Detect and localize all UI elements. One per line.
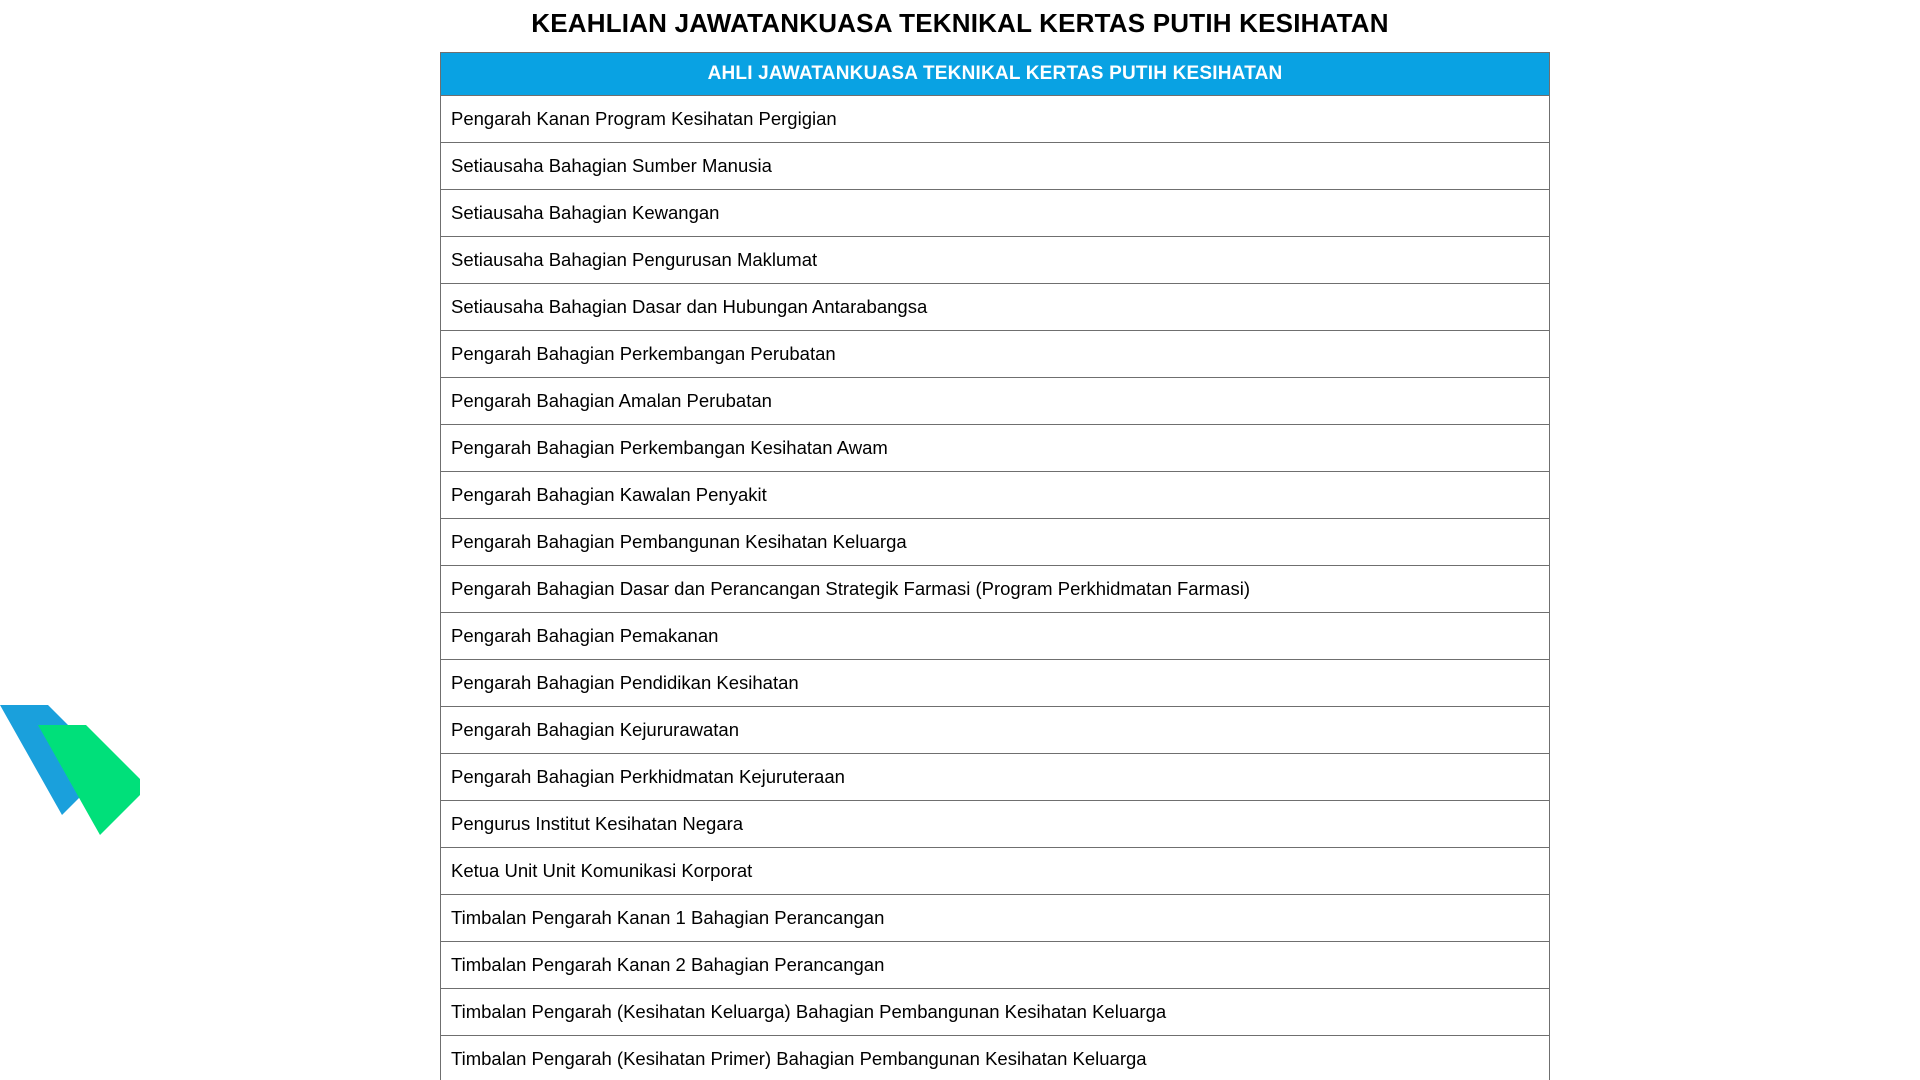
table-row bbox=[441, 472, 1550, 519]
table-header-row bbox=[441, 53, 1550, 96]
table-cell-member: Pengarah Bahagian Pemakanan bbox=[441, 613, 1550, 660]
table-cell-member: Pengarah Bahagian Perkembangan Perubatan bbox=[441, 331, 1550, 378]
table-cell-member: Pengarah Bahagian Dasar dan Perancangan Strategik Farmasi (Program Perkhidmatan Farmasi) bbox=[441, 566, 1550, 613]
table-cell-member: Setiausaha Bahagian Sumber Manusia bbox=[441, 143, 1550, 190]
table-row bbox=[441, 190, 1550, 237]
table-cell-member: Timbalan Pengarah Kanan 1 Bahagian Perancangan bbox=[441, 895, 1550, 942]
table-row bbox=[441, 895, 1550, 942]
table-cell-member: Pengarah Bahagian Amalan Perubatan bbox=[441, 378, 1550, 425]
table-row bbox=[441, 237, 1550, 284]
table-row bbox=[441, 801, 1550, 848]
table-row bbox=[441, 942, 1550, 989]
table-cell-member: Timbalan Pengarah (Kesihatan Primer) Bahagian Pembangunan Kesihatan Keluarga bbox=[441, 1036, 1550, 1080]
table-header-cell: AHLI JAWATANKUASA TEKNIKAL KERTAS PUTIH KESIHATAN bbox=[441, 53, 1550, 96]
table-cell-member: Pengarah Bahagian Perkhidmatan Kejuruteraan bbox=[441, 754, 1550, 801]
committee-table-container bbox=[440, 52, 1550, 1080]
table-cell-member: Pengurus Institut Kesihatan Negara bbox=[441, 801, 1550, 848]
table-row bbox=[441, 143, 1550, 190]
table-cell-member: Pengarah Bahagian Pendidikan Kesihatan bbox=[441, 660, 1550, 707]
table-row bbox=[441, 378, 1550, 425]
table-cell-member: Setiausaha Bahagian Dasar dan Hubungan Antarabangsa bbox=[441, 284, 1550, 331]
table-row bbox=[441, 519, 1550, 566]
table-cell-member: Pengarah Bahagian Kawalan Penyakit bbox=[441, 472, 1550, 519]
table-row bbox=[441, 707, 1550, 754]
committee-table bbox=[440, 52, 1550, 1080]
table-row bbox=[441, 1036, 1550, 1080]
table-row bbox=[441, 613, 1550, 660]
table-row bbox=[441, 989, 1550, 1036]
table-row bbox=[441, 284, 1550, 331]
table-row bbox=[441, 566, 1550, 613]
table-row bbox=[441, 848, 1550, 895]
table-cell-member: Setiausaha Bahagian Pengurusan Maklumat bbox=[441, 237, 1550, 284]
table-cell-member: Setiausaha Bahagian Kewangan bbox=[441, 190, 1550, 237]
table-row bbox=[441, 96, 1550, 143]
table-row bbox=[441, 331, 1550, 378]
table-cell-member: Pengarah Bahagian Kejururawatan bbox=[441, 707, 1550, 754]
table-cell-member: Timbalan Pengarah (Kesihatan Keluarga) Bahagian Pembangunan Kesihatan Keluarga bbox=[441, 989, 1550, 1036]
table-body bbox=[441, 96, 1550, 1080]
table-cell-member: Timbalan Pengarah Kanan 2 Bahagian Perancangan bbox=[441, 942, 1550, 989]
table-cell-member: Pengarah Bahagian Perkembangan Kesihatan Awam bbox=[441, 425, 1550, 472]
table-head bbox=[441, 53, 1550, 96]
table-row bbox=[441, 425, 1550, 472]
page-title: KEAHLIAN JAWATANKUASA TEKNIKAL KERTAS PUTIH KESIHATAN bbox=[531, 8, 1389, 38]
table-row bbox=[441, 660, 1550, 707]
table-row bbox=[441, 754, 1550, 801]
table-cell-member: Pengarah Bahagian Pembangunan Kesihatan Keluarga bbox=[441, 519, 1550, 566]
table-cell-member: Ketua Unit Unit Komunikasi Korporat bbox=[441, 848, 1550, 895]
chevron-logo bbox=[0, 705, 140, 845]
table-cell-member: Pengarah Kanan Program Kesihatan Pergigian bbox=[441, 96, 1550, 143]
